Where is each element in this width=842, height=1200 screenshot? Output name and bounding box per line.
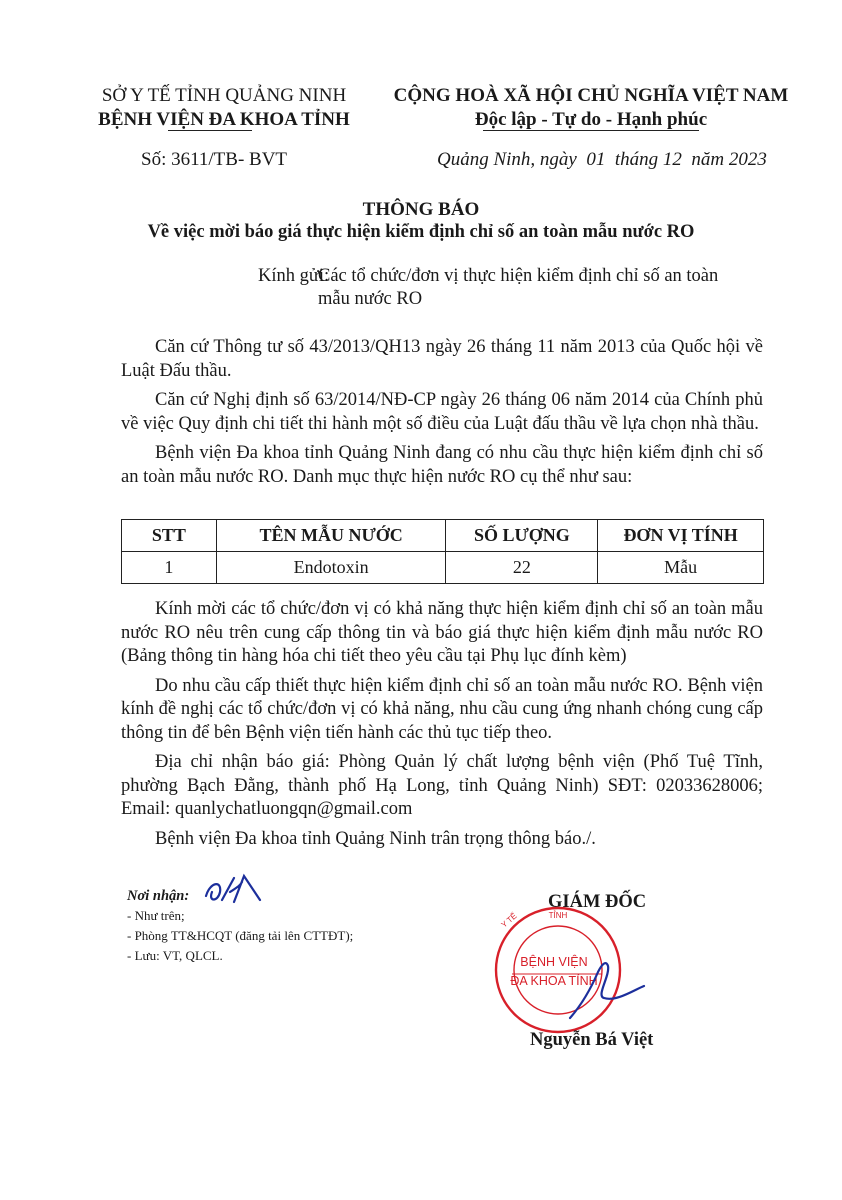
nation-header bbox=[380, 84, 802, 132]
body-section-2 bbox=[121, 598, 763, 851]
recipients-label: Nơi nhận: bbox=[127, 888, 190, 904]
table-cell-stt: 1 bbox=[122, 552, 217, 584]
recipient-text bbox=[318, 265, 778, 311]
paragraph-legal-basis-2: Căn cứ Nghị định số 63/2014/NĐ-CP ngày 26 tháng 06 năm 2014 của Chính phủ về việc Quy định chi tiết thi hành một số điều của Luật đấu thầu về lựa chọn nhà thầu. bbox=[121, 390, 763, 434]
stamp-center-line-1: BỆNH VIỆN bbox=[520, 955, 588, 969]
org-line-2 bbox=[74, 108, 374, 132]
org-header bbox=[74, 84, 374, 132]
table-cell-unit: Mẫu bbox=[598, 552, 764, 584]
table-header-quantity: SỐ LƯỢNG bbox=[446, 520, 598, 552]
initials-signature-icon bbox=[200, 872, 270, 912]
table-header-row bbox=[122, 520, 764, 552]
org-line-1: SỞ Y TẾ TỈNH QUẢNG NINH bbox=[101, 85, 347, 106]
table-cell-quantity: 22 bbox=[446, 552, 598, 584]
paragraph-need: Bệnh viện Đa khoa tỉnh Quảng Ninh đang có nhu cầu thực hiện kiểm định chỉ số an toàn mẫu nước RO. Danh mục thực hiện nước RO cụ thể như sau: bbox=[121, 443, 763, 487]
nation-line-1: CỘNG HOÀ XÃ HỘI CHỦ NGHĨA VIỆT NAM bbox=[393, 85, 789, 106]
signature-title: GIÁM ĐỐC bbox=[548, 892, 647, 912]
stamp-ring-top-text: TỈNH bbox=[548, 911, 568, 920]
signer-name: Nguyễn Bá Việt bbox=[530, 1030, 654, 1050]
paragraph-urgency: Do nhu cầu cấp thiết thực hiện kiểm định chỉ số an toàn mẫu nước RO. Bệnh viện kính đề nghị các tổ chức/đơn vị có khả năng, nhu cầu cung ứng nhanh chóng cung cấp thông tin để bên Bệnh viện tiến hành các thủ tục tiếp theo. bbox=[121, 675, 763, 743]
recipients-list bbox=[127, 906, 353, 966]
recipient-item: - Phòng TT&HCQT (đăng tải lên CTTĐT); bbox=[127, 928, 354, 943]
recipient-item: - Như trên; bbox=[127, 908, 185, 923]
table-row bbox=[122, 552, 764, 584]
recipient-item: - Lưu: VT, QLCL. bbox=[127, 948, 223, 963]
org-line-2-text: BỆNH VIỆN ĐA KHOA TỈNH bbox=[98, 109, 350, 130]
paragraph-address: Địa chỉ nhận báo giá: Phòng Quản lý chất lượng bệnh viện (Phố Tuệ Tĩnh, phường Bạch Đằng, thành phố Hạ Long, tỉnh Quảng Ninh) SĐT: 02033628006; Email: quanlychatluongqn@gmail.com bbox=[121, 752, 763, 819]
nation-line-2: Độc lập - Tự do - Hạnh phúc bbox=[474, 109, 708, 130]
items-table bbox=[121, 519, 764, 584]
stamp-center-line-2: ĐA KHOA TỈNH bbox=[510, 974, 598, 988]
body-section-1 bbox=[121, 336, 763, 489]
paragraph-closing: Bệnh viện Đa khoa tỉnh Quảng Ninh trân trọng thông báo./. bbox=[155, 828, 596, 849]
org-underline bbox=[168, 130, 252, 131]
recipient-line-2: mẫu nước RO bbox=[318, 289, 423, 309]
recipient-label: Kính gửi: bbox=[258, 266, 330, 286]
paragraph-invitation: Kính mời các tổ chức/đơn vị có khả năng thực hiện kiểm định chỉ số an toàn mẫu nước RO nêu trên cung cấp thông tin và báo giá thực hiện kiểm định mẫu nước RO (Bảng thông tin hàng hóa chi tiết theo yêu cầu tại Phụ lục đính kèm) bbox=[121, 599, 763, 666]
recipient-line-1: Các tổ chức/đơn vị thực hiện kiểm định chỉ số an toàn bbox=[318, 266, 719, 286]
doc-subject: Về việc mời báo giá thực hiện kiểm định chỉ số an toàn mẫu nước RO bbox=[147, 222, 695, 242]
stamp-ring-left-text: Y TẾ bbox=[499, 911, 519, 930]
nation-underline bbox=[483, 130, 699, 131]
table-header-sample-name: TÊN MẪU NƯỚC bbox=[216, 520, 446, 552]
doc-number: Số: 3611/TB- BVT bbox=[141, 149, 288, 170]
table-header-stt: STT bbox=[122, 520, 217, 552]
doc-title: THÔNG BÁO bbox=[362, 199, 480, 220]
table-header-unit: ĐƠN VỊ TÍNH bbox=[598, 520, 764, 552]
place-date: Quảng Ninh, ngày 01 tháng 12 năm 2023 bbox=[437, 149, 767, 170]
table-cell-sample-name: Endotoxin bbox=[216, 552, 446, 584]
paragraph-legal-basis-1: Căn cứ Thông tư số 43/2013/QH13 ngày 26 tháng 11 năm 2013 của Quốc hội về Luật Đấu thầu. bbox=[121, 337, 763, 381]
hospital-stamp-icon bbox=[474, 906, 664, 1036]
